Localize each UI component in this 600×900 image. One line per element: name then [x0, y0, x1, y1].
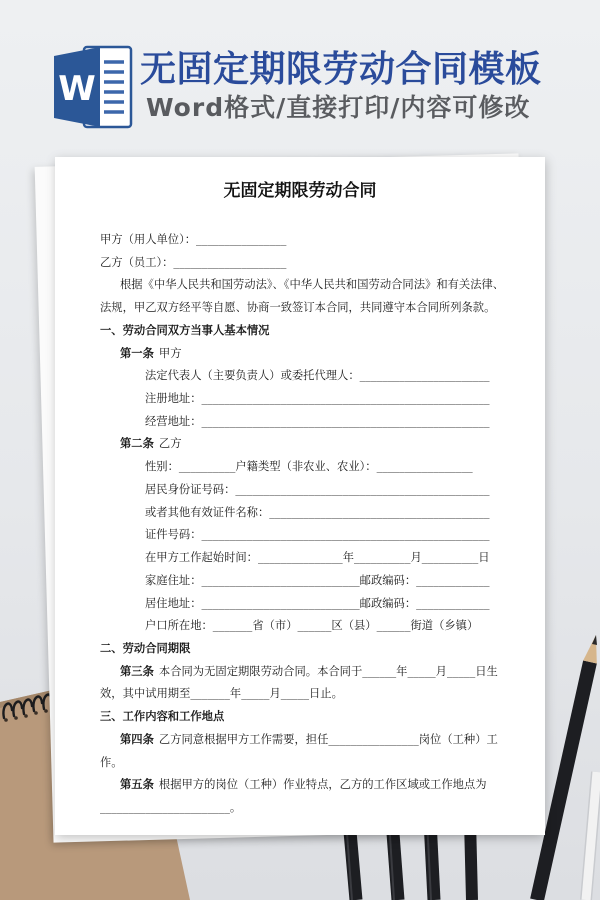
banner-subtitle: Word格式/直接打印/内容可修改: [146, 93, 531, 122]
preamble-line: 法规，甲乙双方经平等自愿、协商一致签订本合同，共同遵守本合同所列条款。: [100, 301, 496, 315]
word-icon-letter: W: [58, 69, 96, 109]
spiral-hole: [14, 716, 18, 720]
start-date-field: 在甲方工作起始时间：_______________年__________月__________日: [145, 551, 490, 565]
article-2-label: 第二条: [120, 437, 154, 451]
article-5-line: [55, 774, 545, 797]
party-b-field: 乙方（员工）：____________________: [100, 255, 287, 269]
spiral-hole: [34, 711, 38, 715]
document-title: 无固定期限劳动合同: [223, 181, 377, 201]
spiral-hole: [4, 718, 8, 722]
certificate-number-field: 证件号码：___________________________________________________: [145, 528, 490, 542]
spiral-hole: [24, 714, 28, 718]
section-3-heading: 三、工作内容和工作地点: [100, 710, 225, 724]
document-page: [55, 157, 545, 835]
article-3-label: 第三条: [120, 664, 154, 678]
article-5-label: 第五条: [120, 778, 154, 792]
article-3-line: [55, 661, 545, 684]
party-a-field: 甲方（用人单位）：________________: [100, 233, 287, 246]
preamble-line: 根据《中华人民共和国劳动法》、《中华人民共和国劳动合同法》和有关法律、: [120, 278, 505, 292]
article-4-line: 作。: [100, 755, 123, 769]
article-3-line: 效，其中试用期至_______年_____月_____日止。: [100, 687, 343, 701]
pencil-graphite: [592, 635, 597, 645]
article-5-text: 根据甲方的岗位（工种）作业特点，乙方的工作区域或工作地点为: [158, 778, 487, 792]
article-4-text: 乙方同意根据甲方工作需要，担任________________岗位（工种）工: [158, 732, 498, 746]
word-icon: [54, 44, 134, 130]
business-address-field: 经营地址：___________________________________________________: [145, 414, 490, 428]
id-number-field: 居民身份证号码：_____________________________________________: [145, 482, 490, 496]
document-body: [55, 229, 545, 820]
spiral-hole: [44, 709, 48, 713]
article-2-heading: [55, 433, 545, 456]
legal-representative-field: 法定代表人（主要负责人）或委托代理人：_______________________: [145, 369, 490, 383]
article-1-label: 第一条: [120, 346, 154, 360]
article-4-label: 第四条: [120, 732, 154, 746]
section-1-heading: 一、劳动合同双方当事人基本情况: [100, 323, 270, 337]
home-address-field: 家庭住址：____________________________邮政编码：_____________: [145, 573, 490, 587]
article-2-title: 乙方: [158, 437, 182, 451]
article-1-title: 甲方: [158, 346, 182, 360]
other-certificate-field: 或者其他有效证件名称：_______________________________________: [145, 505, 490, 519]
pencil: [586, 772, 597, 900]
residence-address-field: 居住地址：____________________________邮政编码：_____________: [145, 596, 490, 610]
hukou-location-field: 户口所在地：_______省（市）______区（县）______街道（乡镇）: [145, 619, 479, 633]
section-2-heading: 二、劳动合同期限: [100, 641, 191, 655]
article-4-line: [55, 729, 545, 752]
banner-title: 无固定期限劳动合同模板: [140, 49, 542, 90]
article-1-heading: [55, 343, 545, 366]
registered-address-field: 注册地址：___________________________________________________: [145, 392, 490, 406]
article-3-text: 本合同为无固定期限劳动合同。本合同于______年_____月_____日生: [158, 664, 498, 678]
gender-household-field: 性别：__________户籍类型（非农业、农业）：_________________: [145, 460, 473, 474]
article-5-line: _______________________。: [100, 800, 242, 814]
